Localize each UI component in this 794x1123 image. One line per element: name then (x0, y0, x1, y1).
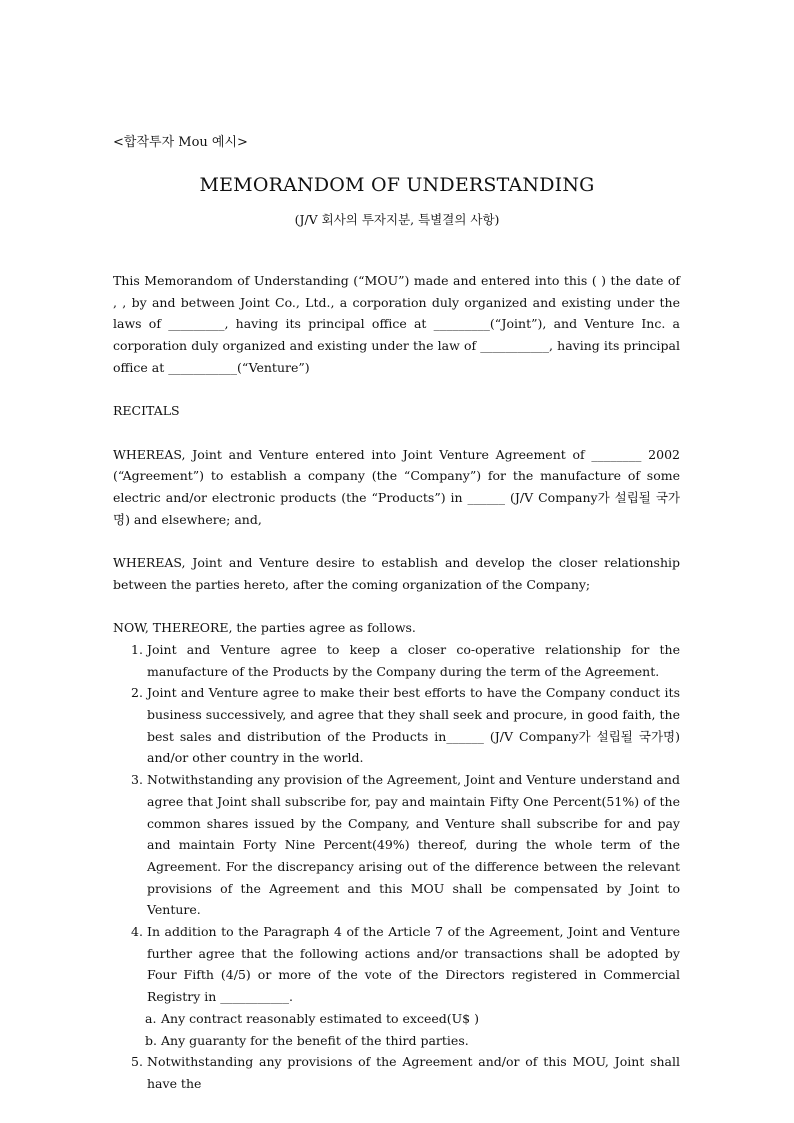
item-text: Joint and Venture agree to make their best efforts to have the Company conduct its business successively, and agree that they shall seek and procure, in good faith, the best sales and distribution of the Products in______ (J/V Company가 설립될 국가명) and/or other country in the world. (147, 685, 680, 766)
item-text: In addition to the Paragraph 4 of the Article 7 of the Agreement, Joint and Venture further agree that the following actions and/or transactions shall be adopted by Four Fifth (4/5) or more of the vote of the Directors registered in Commercial Registry in ___________. (147, 924, 680, 1005)
sub-item-text: Any guaranty for the benefit of the third parties. (161, 1032, 469, 1048)
item-text: Joint and Venture agree to keep a closer co-operative relationship for the manufacture of the Products by the Company during the term of the Agreement. (147, 641, 680, 679)
list-item (131, 682, 680, 769)
sub-item-letter: b. (145, 1032, 157, 1048)
item-text: Notwithstanding any provisions of the Agreement and/or of this MOU, Joint shall have the (147, 1054, 680, 1091)
document-subtitle: (J/V 회사의 투자지분, 특별결의 사항) (294, 212, 500, 227)
document-tag: <합작투자 Mou 예시> (113, 135, 248, 150)
item-number: 1. (131, 641, 143, 657)
list-item (131, 639, 680, 682)
sub-item-letter: a. (145, 1010, 157, 1026)
sub-item-text: Any contract reasonably estimated to exceed(U$ ) (161, 1010, 479, 1026)
sub-item (145, 1030, 680, 1052)
intro-paragraph: This Memorandom of Understanding (“MOU”) made and entered into this ( ) the date of , , by and between Joint Co., Ltd., a corporation duly organized and existing under the laws of _________, having its principal office at _________(“Joint”), and Venture Inc. a corporation duly organized and existing under the law of ___________, having its principal office at ___________(“Venture”) (113, 273, 680, 375)
document-body (113, 270, 680, 1095)
item-number: 5. (131, 1054, 143, 1070)
sub-item (145, 1008, 680, 1030)
now-therefore-paragraph: NOW, THEREORE, the parties agree as follows. (113, 620, 416, 636)
item-number: 2. (131, 685, 143, 701)
item-text: Notwithstanding any provision of the Agreement, Joint and Venture understand and agree that Joint shall subscribe for, pay and maintain Fifty One Percent(51%) of the common shares issued by the Company, and Venture shall subscribe for and pay and maintain Forty Nine Percent(49%) thereof, during the whole term of the Agreement. For the discrepancy arising out of the difference between the relevant provisions of the Agreement and this MOU shall be compensated by Joint to Venture. (147, 772, 680, 918)
item-number: 4. (131, 924, 143, 940)
whereas-paragraph-1: WHEREAS, Joint and Venture entered into Joint Venture Agreement of ________ 2002 (“Agreement”) to establish a company (the “Company”) for the manufacture of some electric and/or electronic products (the “Products”) in ______ (J/V Company가 설립될 국가명) and elsewhere; and, (113, 446, 680, 527)
list-item (131, 1051, 680, 1094)
whereas-paragraph-2: WHEREAS, Joint and Venture desire to establish and develop the closer relationship between the parties hereto, after the coming organization of the Company; (113, 555, 680, 592)
sub-item-list (145, 1008, 680, 1051)
agreement-items (113, 639, 680, 1095)
list-item (131, 921, 680, 1051)
recitals-heading: RECITALS (113, 403, 180, 419)
list-item (131, 769, 680, 921)
document-title: MEMORANDOM OF UNDERSTANDING (199, 174, 595, 196)
item-number: 3. (131, 772, 143, 788)
